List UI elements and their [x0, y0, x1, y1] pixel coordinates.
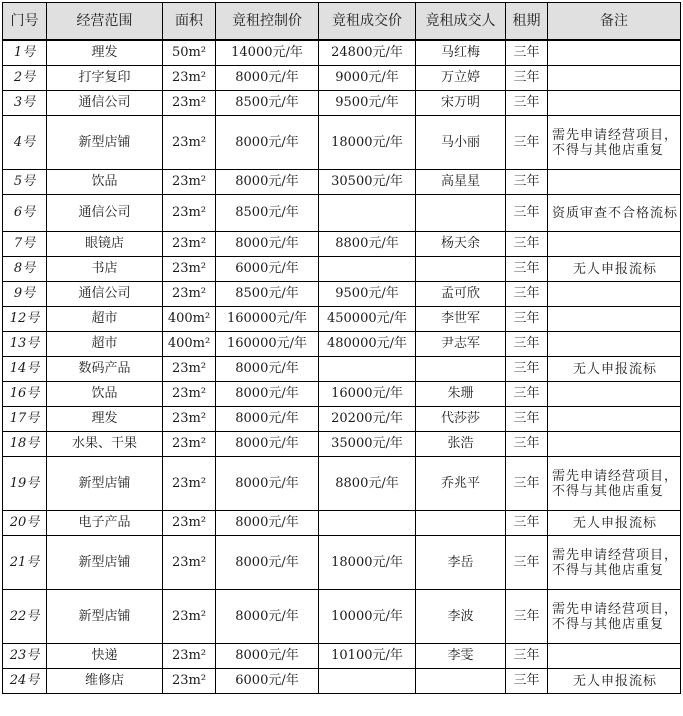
cell-door-number: 20号 [3, 511, 47, 536]
cell-winner: 张浩 [416, 432, 506, 457]
cell-control-price: 8500元/年 [216, 91, 319, 116]
cell-area: 23m² [163, 232, 216, 257]
cell-lease-term: 三年 [506, 91, 548, 116]
cell-lease-term: 三年 [506, 307, 548, 332]
cell-winner: 李世军 [416, 307, 506, 332]
cell-area: 50m² [163, 40, 216, 66]
cell-business-scope: 通信公司 [47, 91, 163, 116]
cell-lease-term: 三年 [506, 590, 548, 644]
cell-note: 需先申请经营项目，不得与其他店重复 [548, 536, 681, 590]
cell-door-number: 24号 [3, 669, 47, 694]
cell-area: 23m² [163, 407, 216, 432]
cell-winner: 李岳 [416, 536, 506, 590]
table-row [3, 91, 681, 116]
cell-area: 23m² [163, 590, 216, 644]
cell-door-number: 18号 [3, 432, 47, 457]
cell-lease-term: 三年 [506, 257, 548, 282]
cell-note [548, 282, 681, 307]
cell-note [548, 382, 681, 407]
cell-deal-price: 8800元/年 [319, 232, 416, 257]
cell-business-scope: 眼镜店 [47, 232, 163, 257]
cell-door-number: 6号 [3, 195, 47, 232]
cell-area: 23m² [163, 257, 216, 282]
cell-deal-price: 10000元/年 [319, 590, 416, 644]
cell-note [548, 40, 681, 66]
cell-door-number: 13号 [3, 332, 47, 357]
cell-winner: 乔兆平 [416, 457, 506, 511]
cell-area: 23m² [163, 170, 216, 195]
cell-area: 23m² [163, 282, 216, 307]
cell-door-number: 14号 [3, 357, 47, 382]
cell-deal-price [319, 357, 416, 382]
cell-winner: 马红梅 [416, 40, 506, 66]
cell-area: 23m² [163, 536, 216, 590]
cell-area: 400m² [163, 332, 216, 357]
cell-note: 需先申请经营项目，不得与其他店重复 [548, 116, 681, 170]
cell-door-number: 12号 [3, 307, 47, 332]
cell-deal-price: 18000元/年 [319, 536, 416, 590]
cell-door-number: 2号 [3, 66, 47, 91]
header-winner: 竟租成交人 [416, 3, 506, 41]
cell-door-number: 5号 [3, 170, 47, 195]
table-row [3, 116, 681, 170]
cell-control-price: 8000元/年 [216, 407, 319, 432]
cell-control-price: 8000元/年 [216, 644, 319, 669]
cell-winner: 李雯 [416, 644, 506, 669]
cell-door-number: 16号 [3, 382, 47, 407]
cell-lease-term: 三年 [506, 357, 548, 382]
cell-business-scope: 饮品 [47, 170, 163, 195]
cell-note: 需先申请经营项目，不得与其他店重复 [548, 457, 681, 511]
cell-note [548, 66, 681, 91]
cell-deal-price: 8800元/年 [319, 457, 416, 511]
table-row [3, 669, 681, 694]
cell-business-scope: 通信公司 [47, 282, 163, 307]
cell-control-price: 160000元/年 [216, 332, 319, 357]
cell-business-scope: 理发 [47, 40, 163, 66]
cell-area: 23m² [163, 116, 216, 170]
cell-business-scope: 通信公司 [47, 195, 163, 232]
lease-results-table [2, 2, 681, 694]
cell-control-price: 8000元/年 [216, 457, 319, 511]
cell-deal-price: 18000元/年 [319, 116, 416, 170]
cell-note [548, 407, 681, 432]
cell-area: 23m² [163, 195, 216, 232]
cell-winner: 马小丽 [416, 116, 506, 170]
cell-control-price: 8000元/年 [216, 511, 319, 536]
cell-deal-price: 480000元/年 [319, 332, 416, 357]
cell-door-number: 4号 [3, 116, 47, 170]
cell-area: 23m² [163, 432, 216, 457]
header-note: 备注 [548, 3, 681, 41]
cell-winner: 万立婷 [416, 66, 506, 91]
lease-table-container [2, 2, 681, 694]
cell-deal-price: 450000元/年 [319, 307, 416, 332]
cell-business-scope: 新型店铺 [47, 590, 163, 644]
cell-lease-term: 三年 [506, 644, 548, 669]
cell-lease-term: 三年 [506, 669, 548, 694]
table-row [3, 66, 681, 91]
header-term: 租期 [506, 3, 548, 41]
cell-note [548, 332, 681, 357]
cell-deal-price [319, 511, 416, 536]
cell-area: 23m² [163, 357, 216, 382]
cell-note: 需先申请经营项目，不得与其他店重复 [548, 590, 681, 644]
cell-business-scope: 快递 [47, 644, 163, 669]
table-row [3, 590, 681, 644]
table-row [3, 282, 681, 307]
cell-business-scope: 维修店 [47, 669, 163, 694]
table-row [3, 457, 681, 511]
cell-door-number: 21号 [3, 536, 47, 590]
cell-business-scope: 书店 [47, 257, 163, 282]
cell-control-price: 160000元/年 [216, 307, 319, 332]
header-door: 门号 [3, 3, 47, 41]
cell-door-number: 7号 [3, 232, 47, 257]
cell-deal-price: 9500元/年 [319, 282, 416, 307]
cell-lease-term: 三年 [506, 536, 548, 590]
cell-business-scope: 理发 [47, 407, 163, 432]
cell-winner: 朱珊 [416, 382, 506, 407]
table-row [3, 357, 681, 382]
cell-area: 23m² [163, 66, 216, 91]
table-row [3, 382, 681, 407]
cell-control-price: 8000元/年 [216, 66, 319, 91]
cell-lease-term: 三年 [506, 332, 548, 357]
cell-control-price: 8000元/年 [216, 536, 319, 590]
cell-note [548, 170, 681, 195]
cell-deal-price: 9000元/年 [319, 66, 416, 91]
cell-control-price: 8000元/年 [216, 116, 319, 170]
cell-winner: 代莎莎 [416, 407, 506, 432]
cell-business-scope: 超市 [47, 332, 163, 357]
cell-control-price: 8500元/年 [216, 195, 319, 232]
cell-note [548, 432, 681, 457]
cell-area: 23m² [163, 382, 216, 407]
cell-control-price: 8000元/年 [216, 432, 319, 457]
cell-winner [416, 357, 506, 382]
cell-winner: 李波 [416, 590, 506, 644]
cell-winner [416, 511, 506, 536]
table-row [3, 536, 681, 590]
cell-lease-term: 三年 [506, 432, 548, 457]
table-header [3, 3, 681, 41]
table-row [3, 170, 681, 195]
cell-note: 无人申报流标 [548, 669, 681, 694]
cell-door-number: 17号 [3, 407, 47, 432]
table-row [3, 407, 681, 432]
table-row [3, 232, 681, 257]
cell-note [548, 91, 681, 116]
header-control-price: 竟租控制价 [216, 3, 319, 41]
cell-door-number: 23号 [3, 644, 47, 669]
cell-business-scope: 新型店铺 [47, 116, 163, 170]
header-scope: 经营范围 [47, 3, 163, 41]
cell-door-number: 1号 [3, 40, 47, 66]
cell-deal-price [319, 669, 416, 694]
cell-lease-term: 三年 [506, 457, 548, 511]
cell-area: 23m² [163, 511, 216, 536]
cell-lease-term: 三年 [506, 282, 548, 307]
cell-lease-term: 三年 [506, 170, 548, 195]
cell-business-scope: 超市 [47, 307, 163, 332]
cell-deal-price: 24800元/年 [319, 40, 416, 66]
table-body [3, 40, 681, 694]
cell-door-number: 19号 [3, 457, 47, 511]
cell-area: 23m² [163, 91, 216, 116]
table-row [3, 511, 681, 536]
cell-business-scope: 饮品 [47, 382, 163, 407]
cell-business-scope: 新型店铺 [47, 536, 163, 590]
cell-control-price: 8000元/年 [216, 232, 319, 257]
cell-lease-term: 三年 [506, 511, 548, 536]
cell-winner [416, 257, 506, 282]
cell-business-scope: 电子产品 [47, 511, 163, 536]
cell-lease-term: 三年 [506, 195, 548, 232]
cell-lease-term: 三年 [506, 40, 548, 66]
cell-winner: 杨天余 [416, 232, 506, 257]
header-area: 面积 [163, 3, 216, 41]
table-row [3, 432, 681, 457]
cell-note: 无人申报流标 [548, 257, 681, 282]
cell-winner: 宋万明 [416, 91, 506, 116]
table-row [3, 332, 681, 357]
cell-note: 无人申报流标 [548, 357, 681, 382]
cell-note: 无人申报流标 [548, 511, 681, 536]
cell-lease-term: 三年 [506, 116, 548, 170]
cell-control-price: 8500元/年 [216, 282, 319, 307]
cell-lease-term: 三年 [506, 407, 548, 432]
cell-deal-price: 9500元/年 [319, 91, 416, 116]
cell-area: 400m² [163, 307, 216, 332]
cell-deal-price: 16000元/年 [319, 382, 416, 407]
cell-control-price: 6000元/年 [216, 669, 319, 694]
cell-deal-price: 35000元/年 [319, 432, 416, 457]
cell-note [548, 644, 681, 669]
cell-business-scope: 数码产品 [47, 357, 163, 382]
header-deal-price: 竟租成交价 [319, 3, 416, 41]
cell-control-price: 6000元/年 [216, 257, 319, 282]
cell-door-number: 9号 [3, 282, 47, 307]
cell-deal-price [319, 257, 416, 282]
cell-winner [416, 195, 506, 232]
table-row [3, 257, 681, 282]
table-row [3, 195, 681, 232]
cell-door-number: 3号 [3, 91, 47, 116]
table-row [3, 307, 681, 332]
cell-winner [416, 669, 506, 694]
cell-area: 23m² [163, 669, 216, 694]
cell-business-scope: 新型店铺 [47, 457, 163, 511]
cell-control-price: 8000元/年 [216, 170, 319, 195]
cell-lease-term: 三年 [506, 382, 548, 407]
cell-deal-price: 10100元/年 [319, 644, 416, 669]
cell-control-price: 8000元/年 [216, 382, 319, 407]
cell-business-scope: 水果、干果 [47, 432, 163, 457]
cell-deal-price [319, 195, 416, 232]
cell-area: 23m² [163, 457, 216, 511]
cell-control-price: 14000元/年 [216, 40, 319, 66]
cell-control-price: 8000元/年 [216, 590, 319, 644]
cell-lease-term: 三年 [506, 66, 548, 91]
cell-lease-term: 三年 [506, 232, 548, 257]
cell-deal-price: 30500元/年 [319, 170, 416, 195]
cell-business-scope: 打字复印 [47, 66, 163, 91]
cell-note: 资质审查不合格流标 [548, 195, 681, 232]
cell-winner: 孟可欣 [416, 282, 506, 307]
cell-door-number: 8号 [3, 257, 47, 282]
cell-note [548, 232, 681, 257]
cell-control-price: 8000元/年 [216, 357, 319, 382]
cell-area: 23m² [163, 644, 216, 669]
cell-door-number: 22号 [3, 590, 47, 644]
table-row [3, 644, 681, 669]
cell-winner: 尹志军 [416, 332, 506, 357]
cell-winner: 高星星 [416, 170, 506, 195]
cell-deal-price: 20200元/年 [319, 407, 416, 432]
cell-note [548, 307, 681, 332]
table-row [3, 40, 681, 66]
